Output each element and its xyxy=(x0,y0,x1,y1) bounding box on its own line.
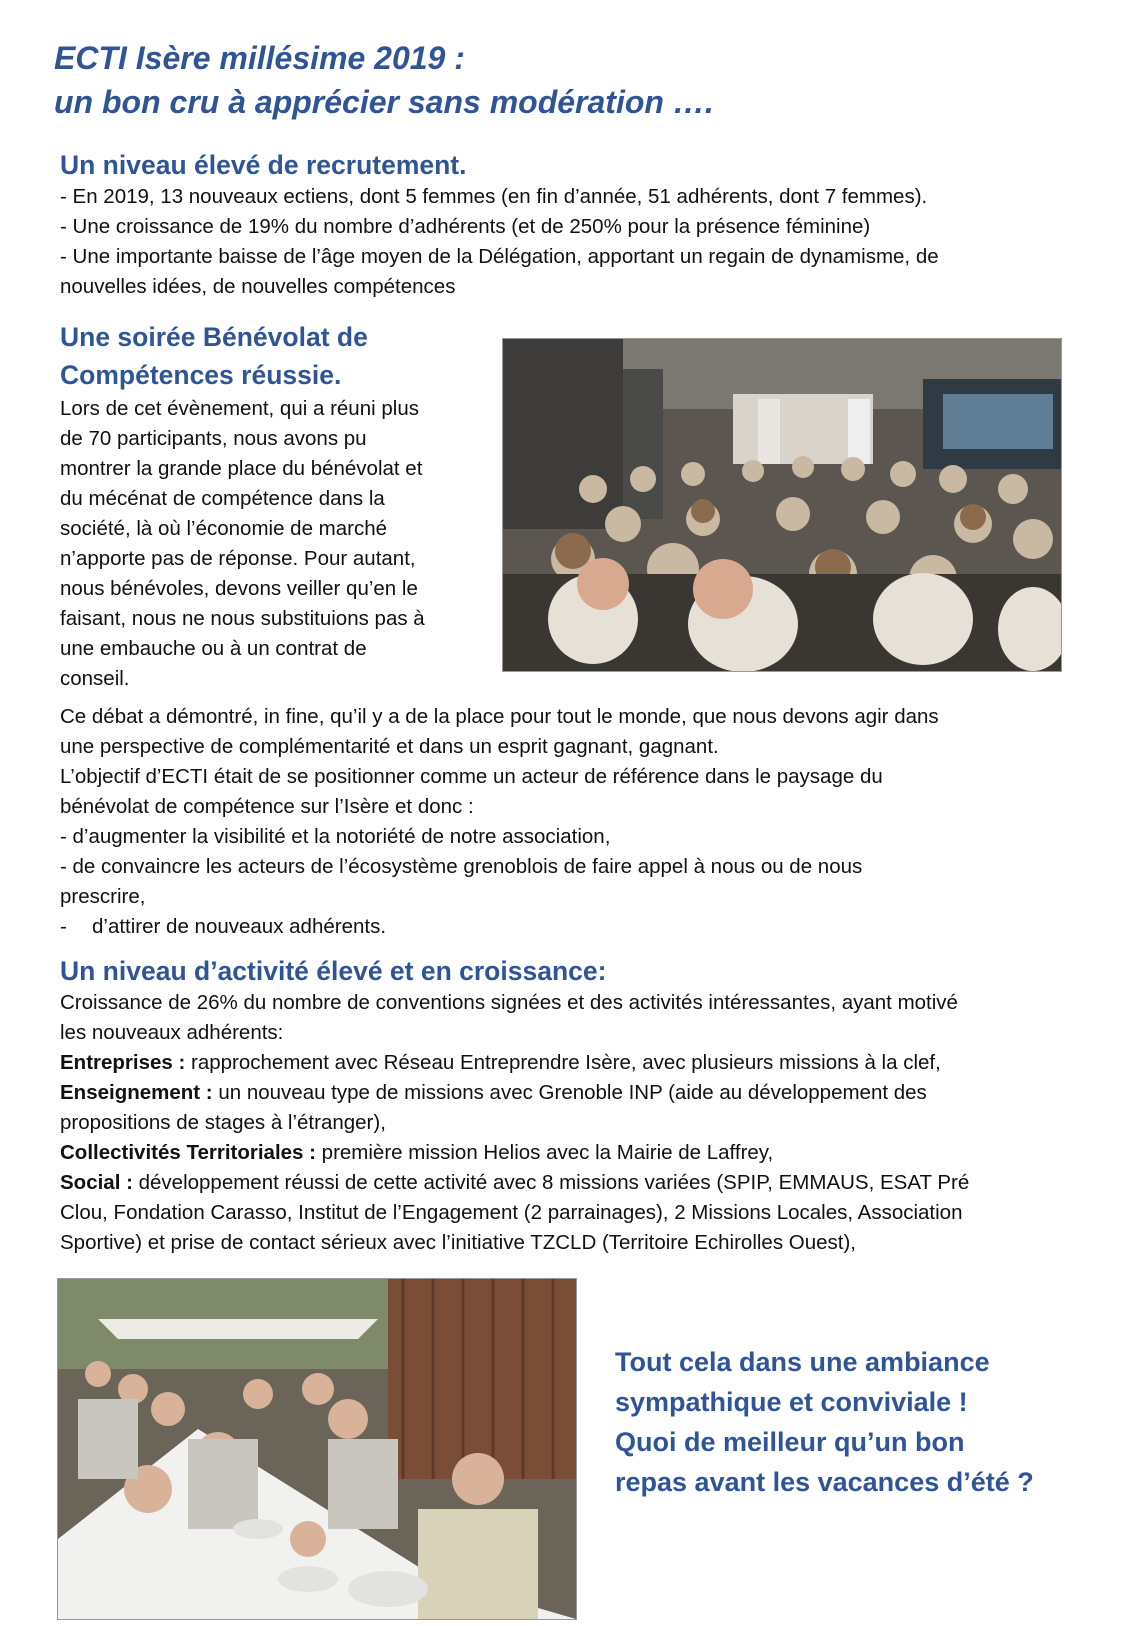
soiree-line: de 70 participants, nous avons pu xyxy=(60,427,367,450)
closing-line: sympathique et conviviale ! xyxy=(615,1387,968,1417)
closing-message xyxy=(615,1342,1095,1502)
recrutement-line: - Une importante baisse de l’âge moyen de la Délégation, apportant un regain de dynamisme, de xyxy=(60,245,939,268)
lunch-photo-image xyxy=(58,1279,576,1619)
social-text: développement réussi de cette activité avec 8 missions variées (SPIP, EMMAUS, ESAT Pré xyxy=(132,1171,970,1194)
social-text-cont: Clou, Fondation Carasso, Institut de l’Engagement (2 parrainages), 2 Missions Locales, Association xyxy=(60,1201,963,1224)
soiree-cont-line: bénévolat de compétence sur l’Isère et donc : xyxy=(60,795,474,818)
enseignement-label: Enseignement : xyxy=(60,1081,213,1104)
activite-social xyxy=(60,1168,1070,1198)
soiree-continued-body xyxy=(60,702,1070,942)
section-recrutement xyxy=(60,148,1070,302)
entreprises-label: Entreprises : xyxy=(60,1051,186,1074)
recrutement-line: nouvelles idées, de nouvelles compétences xyxy=(60,275,456,298)
enseignement-text: un nouveau type de missions avec Grenoble INP (aide au développement des xyxy=(212,1081,927,1104)
collectivites-text: première mission Helios avec la Mairie de Laffrey, xyxy=(315,1141,774,1164)
soiree-line: une embauche ou à un contrat de xyxy=(60,637,367,660)
social-text-cont: Sportive) et prise de contact sérieux avec l’initiative TZCLD (Territoire Echirolles Ouest), xyxy=(60,1231,856,1254)
soiree-cont-line: - de convaincre les acteurs de l’écosystème grenoblois de faire appel à nous ou de nous xyxy=(60,855,863,878)
list-dash: - xyxy=(60,915,67,938)
activite-body xyxy=(60,988,1070,1258)
conference-photo-image xyxy=(503,339,1061,671)
soiree-heading-line-1: Une soirée Bénévolat de xyxy=(60,322,368,352)
activite-enseignement xyxy=(60,1078,1070,1108)
recrutement-line: - Une croissance de 19% du nombre d’adhérents (et de 250% pour la présence féminine) xyxy=(60,215,871,238)
closing-line: Quoi de meilleur qu’un bon xyxy=(615,1427,965,1457)
social-label: Social : xyxy=(60,1171,133,1194)
soiree-line: Lors de cet évènement, qui a réuni plus xyxy=(60,397,419,420)
soiree-last-item xyxy=(60,912,1070,942)
soiree-body xyxy=(60,394,490,694)
title-line-1: ECTI Isère millésime 2019 : xyxy=(54,40,465,76)
recrutement-line: - En 2019, 13 nouveaux ectiens, dont 5 femmes (en fin d’année, 51 adhérents, dont 7 femmes). xyxy=(60,185,928,208)
section-soiree-continued xyxy=(60,702,1070,942)
enseignement-text-cont: propositions de stages à l’étranger), xyxy=(60,1111,386,1134)
soiree-cont-line: prescrire, xyxy=(60,885,146,908)
closing-line: repas avant les vacances d’été ? xyxy=(615,1467,1034,1497)
section-activite xyxy=(60,954,1070,1258)
soiree-cont-line: Ce débat a démontré, in fine, qu’il y a de la place pour tout le monde, que nous devons agir dans xyxy=(60,705,939,728)
activite-intro-line: les nouveaux adhérents: xyxy=(60,1021,284,1044)
recrutement-body xyxy=(60,182,1070,302)
section-soiree xyxy=(60,318,490,694)
soiree-cont-line: L’objectif d’ECTI était de se positionner comme un acteur de référence dans le paysage du xyxy=(60,765,883,788)
soiree-cont-line: - d’augmenter la visibilité et la notoriété de notre association, xyxy=(60,825,611,848)
soiree-line: société, là où l’économie de marché xyxy=(60,517,388,540)
soiree-line: nous bénévoles, devons veiller qu’en le xyxy=(60,577,418,600)
soiree-line: n’apporte pas de réponse. Pour autant, xyxy=(60,547,416,570)
soiree-line: du mécénat de compétence dans la xyxy=(60,487,385,510)
soiree-heading-line-2: Compétences réussie. xyxy=(60,360,342,390)
collectivites-label: Collectivités Territoriales : xyxy=(60,1141,316,1164)
soiree-cont-line: une perspective de complémentarité et dans un esprit gagnant, gagnant. xyxy=(60,735,719,758)
title-line-2: un bon cru à apprécier sans modération …. xyxy=(54,84,714,120)
soiree-last-item-text: d’attirer de nouveaux adhérents. xyxy=(92,915,387,938)
entreprises-text: rapprochement avec Réseau Entreprendre Isère, avec plusieurs missions à la clef, xyxy=(185,1051,941,1074)
lunch-photo xyxy=(57,1278,577,1620)
page-title xyxy=(54,36,714,124)
closing-line: Tout cela dans une ambiance xyxy=(615,1347,990,1377)
activite-heading: Un niveau d’activité élevé et en croissance: xyxy=(60,956,607,986)
soiree-line: faisant, nous ne nous substituions pas à xyxy=(60,607,425,630)
activite-entreprises xyxy=(60,1048,1070,1078)
activite-collectivites xyxy=(60,1138,1070,1168)
soiree-line: montrer la grande place du bénévolat et xyxy=(60,457,423,480)
photo-caption: 18 juin 2019 xyxy=(61,1606,119,1616)
recrutement-heading: Un niveau élevé de recrutement. xyxy=(60,150,467,180)
conference-photo xyxy=(502,338,1062,672)
activite-intro-line: Croissance de 26% du nombre de conventions signées et des activités intéressantes, ayant motivé xyxy=(60,991,958,1014)
soiree-heading xyxy=(60,318,490,394)
soiree-line: conseil. xyxy=(60,667,130,690)
